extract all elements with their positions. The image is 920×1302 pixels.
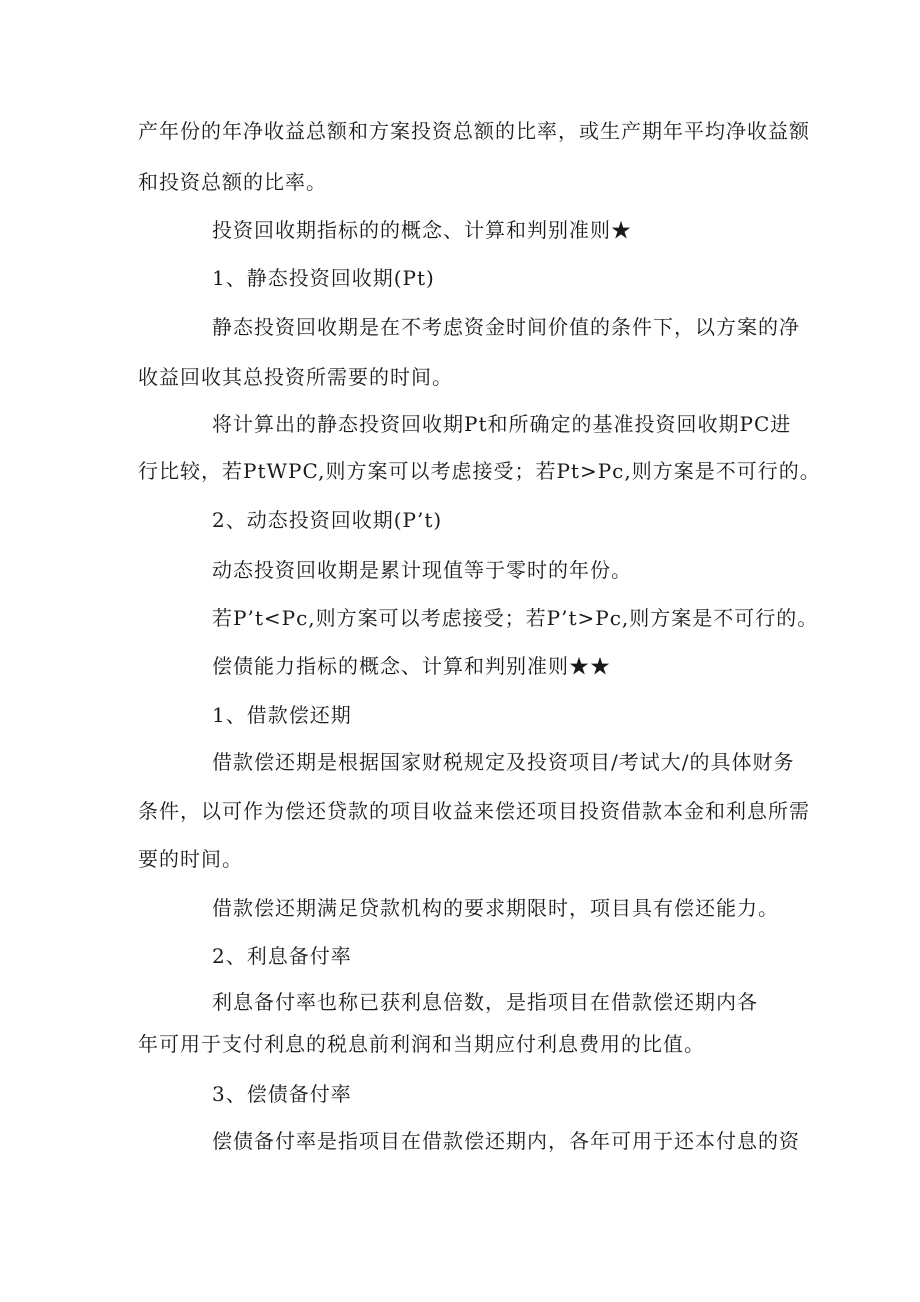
paragraph-line: 年可用于支付利息的税息前利润和当期应付利息费用的比值。 xyxy=(138,1032,705,1056)
paragraph-line: 收益回收其总投资所需要的时间。 xyxy=(138,365,453,389)
subsection-heading: 2、动态投资回收期(P’t) xyxy=(212,508,443,532)
paragraph-line: 借款偿还期满足贷款机构的要求期限时，项目具有偿还能力。 xyxy=(212,896,779,920)
paragraph-line: 借款偿还期是根据国家财税规定及投资项目/考试大/的具体财务 xyxy=(212,750,795,774)
paragraph-line: 行比较，若PtWPC,则方案可以考虑接受；若Pt>Pc,则方案是不可行的。 xyxy=(138,459,821,483)
paragraph-line: 若P’t<Pc,则方案可以考虑接受；若P’t>Pc,则方案是不可行的。 xyxy=(212,606,819,630)
subsection-heading: 1、静态投资回收期(Pt) xyxy=(212,266,435,290)
subsection-heading: 2、利息备付率 xyxy=(212,944,352,968)
paragraph-line: 要的时间。 xyxy=(138,847,243,871)
section-heading: 偿债能力指标的概念、计算和判别准则★★ xyxy=(212,654,611,678)
paragraph-line: 条件，以可作为偿还贷款的项目收益来偿还项目投资借款本金和利息所需 xyxy=(138,799,810,823)
paragraph-line: 动态投资回收期是累计现值等于零时的年份。 xyxy=(212,558,632,582)
paragraph-line: 和投资总额的比率。 xyxy=(138,170,327,194)
subsection-heading: 3、偿债备付率 xyxy=(212,1082,352,1106)
subsection-heading: 1、借款偿还期 xyxy=(212,703,352,727)
paragraph-line: 产年份的年净收益总额和方案投资总额的比率，或生产期年平均净收益额 xyxy=(138,119,810,143)
paragraph-line: 将计算出的静态投资回收期Pt和所确定的基准投资回收期PC进 xyxy=(212,412,792,436)
paragraph-line: 偿债备付率是指项目在借款偿还期内，各年可用于还本付息的资 xyxy=(212,1129,800,1153)
section-heading: 投资回收期指标的的概念、计算和判别准则★ xyxy=(212,218,632,242)
paragraph-line: 利息备付率也称已获利息倍数，是指项目在借款偿还期内各 xyxy=(212,990,758,1014)
paragraph-line: 静态投资回收期是在不考虑资金时间价值的条件下，以方案的净 xyxy=(212,315,800,339)
